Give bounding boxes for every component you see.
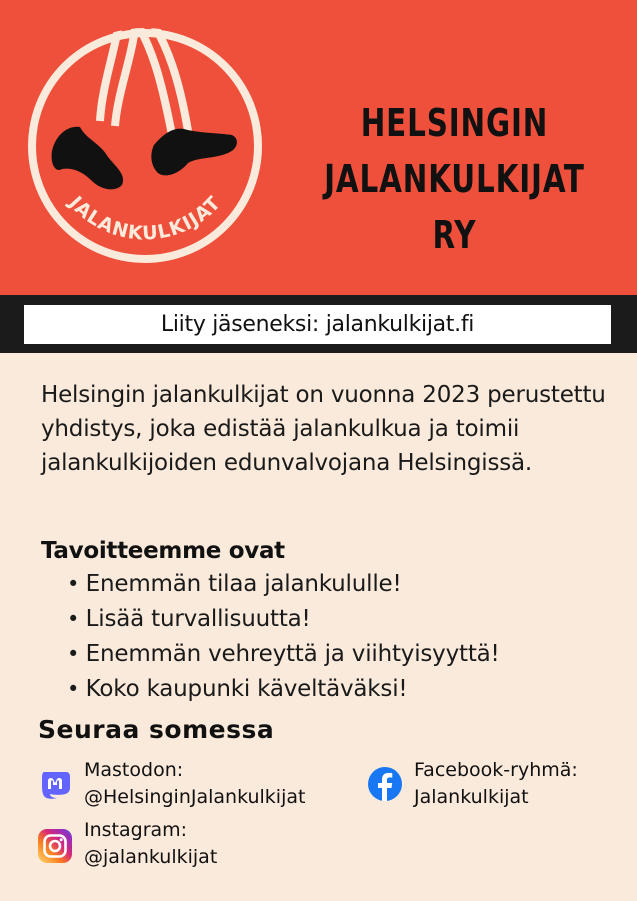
mastodon-handle: @HelsinginJalankulkijat [84,786,306,808]
facebook-handle: Jalankulkijat [414,786,529,808]
instagram-icon [38,829,72,863]
list-item: • Enemmän tilaa jalankululle! [67,567,500,602]
mastodon-link[interactable] [38,757,358,811]
logo [22,23,268,269]
goals-heading: Tavoitteemme ovat [41,538,285,564]
join-link[interactable]: Liity jäseneksi: jalankulkijat.fi [24,305,611,344]
instagram-link[interactable] [38,817,358,871]
facebook-icon [368,767,402,801]
goals-list [67,567,500,707]
svg-text:JALANKULKIJAT [63,191,225,245]
right-shoe-icon [151,129,237,176]
list-item: • Koko kaupunki käveltäväksi! [67,672,500,707]
list-item: • Lisää turvallisuutta! [67,602,500,637]
mastodon-label: Mastodon: [84,759,184,781]
org-name-line1: HELSINGIN [360,101,549,145]
list-item: • Enemmän vehreyttä ja viihtyisyyttä! [67,637,500,672]
organization-name [298,95,612,263]
facebook-link[interactable] [368,757,628,811]
instagram-handle: @jalankulkijat [84,846,218,868]
intro-paragraph: Helsingin jalankulkijat on vuonna 2023 perustettu yhdistys, joka edistää jalankulkua ja toimii jalankulkijoiden edunvalvojana Helsingissä. [41,382,606,476]
follow-heading: Seuraa somessa [38,715,275,744]
instagram-label: Instagram: [84,819,188,841]
facebook-label: Facebook-ryhmä: [414,759,578,781]
logo-text: JALANKULKIJAT [64,191,226,245]
left-shoe-icon [52,127,123,190]
org-name-line2: JALANKULKIJAT RY [324,157,585,257]
header [0,0,637,295]
mastodon-icon [38,768,72,802]
